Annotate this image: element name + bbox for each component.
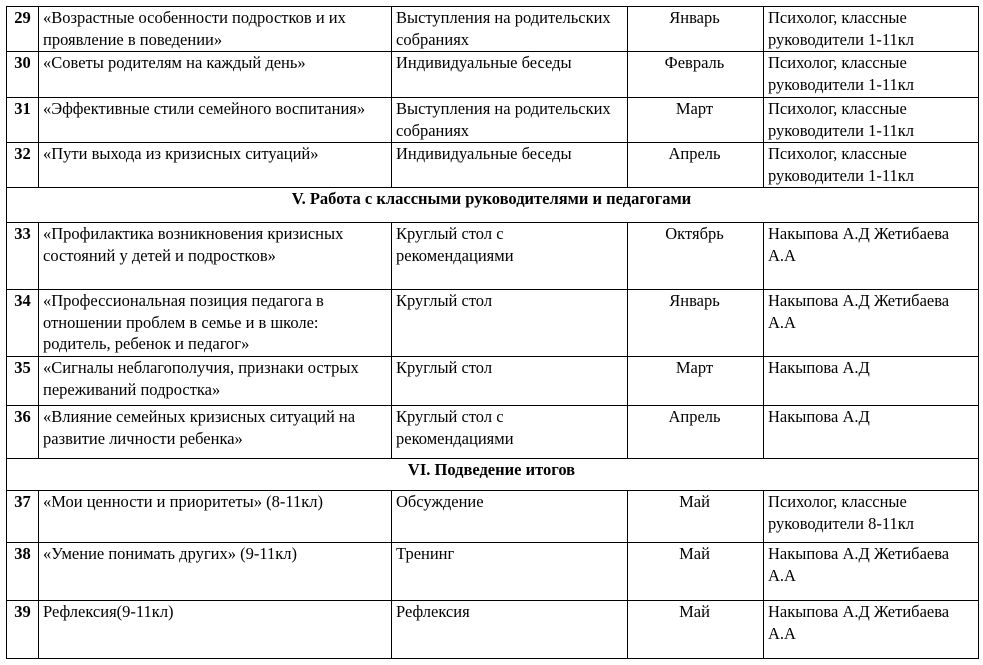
date-cell: Март xyxy=(628,357,764,406)
topic-cell: «Профессиональная позиция педагога в отношении проблем в семье и в школе: родитель, ребенок и педагог» xyxy=(39,290,392,357)
date-cell: Май xyxy=(628,601,764,659)
section-row xyxy=(7,459,979,491)
form-cell: Круглый стол xyxy=(392,290,628,357)
form-cell: Круглый стол с рекомендациями xyxy=(392,406,628,459)
row-number: 32 xyxy=(7,143,39,188)
table-row xyxy=(7,7,979,52)
section-heading: VI. Подведение итогов xyxy=(7,459,979,491)
table-row xyxy=(7,406,979,459)
topic-cell: Рефлексия(9-11кл) xyxy=(39,601,392,659)
topic-cell: «Возрастные особенности подростков и их проявление в поведении» xyxy=(39,7,392,52)
form-cell: Выступления на родительских собраниях xyxy=(392,7,628,52)
form-cell: Рефлексия xyxy=(392,601,628,659)
form-cell: Выступления на родительских собраниях xyxy=(392,98,628,143)
responsible-cell: Накыпова А.Д Жетибаева А.А xyxy=(764,223,979,290)
form-cell: Круглый стол с рекомендациями xyxy=(392,223,628,290)
responsible-cell: Психолог, классные руководители 8-11кл xyxy=(764,491,979,543)
date-cell: Январь xyxy=(628,7,764,52)
topic-cell: «Профилактика возникновения кризисных состояний у детей и подростков» xyxy=(39,223,392,290)
date-cell: Октябрь xyxy=(628,223,764,290)
topic-cell: «Влияние семейных кризисных ситуаций на развитие личности ребенка» xyxy=(39,406,392,459)
date-cell: Февраль xyxy=(628,52,764,98)
responsible-cell: Накыпова А.Д xyxy=(764,357,979,406)
date-cell: Май xyxy=(628,543,764,601)
form-cell: Индивидуальные беседы xyxy=(392,143,628,188)
row-number: 30 xyxy=(7,52,39,98)
topic-cell: «Пути выхода из кризисных ситуаций» xyxy=(39,143,392,188)
section-heading: V. Работа с классными руководителями и педагогами xyxy=(7,188,979,223)
date-cell: Январь xyxy=(628,290,764,357)
row-number: 37 xyxy=(7,491,39,543)
row-number: 34 xyxy=(7,290,39,357)
table-row xyxy=(7,491,979,543)
plan-table xyxy=(6,6,979,659)
row-number: 29 xyxy=(7,7,39,52)
date-cell: Март xyxy=(628,98,764,143)
table-row xyxy=(7,543,979,601)
table-row xyxy=(7,52,979,98)
form-cell: Круглый стол xyxy=(392,357,628,406)
table-row xyxy=(7,357,979,406)
table-row xyxy=(7,601,979,659)
section-row xyxy=(7,188,979,223)
responsible-cell: Накыпова А.Д Жетибаева А.А xyxy=(764,601,979,659)
table-row xyxy=(7,98,979,143)
topic-cell: «Мои ценности и приоритеты» (8-11кл) xyxy=(39,491,392,543)
responsible-cell: Психолог, классные руководители 1-11кл xyxy=(764,143,979,188)
responsible-cell: Накыпова А.Д xyxy=(764,406,979,459)
date-cell: Апрель xyxy=(628,143,764,188)
responsible-cell: Накыпова А.Д Жетибаева А.А xyxy=(764,543,979,601)
row-number: 35 xyxy=(7,357,39,406)
date-cell: Апрель xyxy=(628,406,764,459)
row-number: 33 xyxy=(7,223,39,290)
table-row xyxy=(7,143,979,188)
table-row xyxy=(7,223,979,290)
topic-cell: «Сигналы неблагополучия, признаки острых переживаний подростка» xyxy=(39,357,392,406)
form-cell: Тренинг xyxy=(392,543,628,601)
topic-cell: «Умение понимать других» (9-11кл) xyxy=(39,543,392,601)
form-cell: Обсуждение xyxy=(392,491,628,543)
responsible-cell: Психолог, классные руководители 1-11кл xyxy=(764,7,979,52)
responsible-cell: Накыпова А.Д Жетибаева А.А xyxy=(764,290,979,357)
row-number: 36 xyxy=(7,406,39,459)
form-cell: Индивидуальные беседы xyxy=(392,52,628,98)
table-row xyxy=(7,290,979,357)
row-number: 39 xyxy=(7,601,39,659)
responsible-cell: Психолог, классные руководители 1-11кл xyxy=(764,98,979,143)
responsible-cell: Психолог, классные руководители 1-11кл xyxy=(764,52,979,98)
row-number: 31 xyxy=(7,98,39,143)
topic-cell: «Эффективные стили семейного воспитания» xyxy=(39,98,392,143)
topic-cell: «Советы родителям на каждый день» xyxy=(39,52,392,98)
row-number: 38 xyxy=(7,543,39,601)
date-cell: Май xyxy=(628,491,764,543)
